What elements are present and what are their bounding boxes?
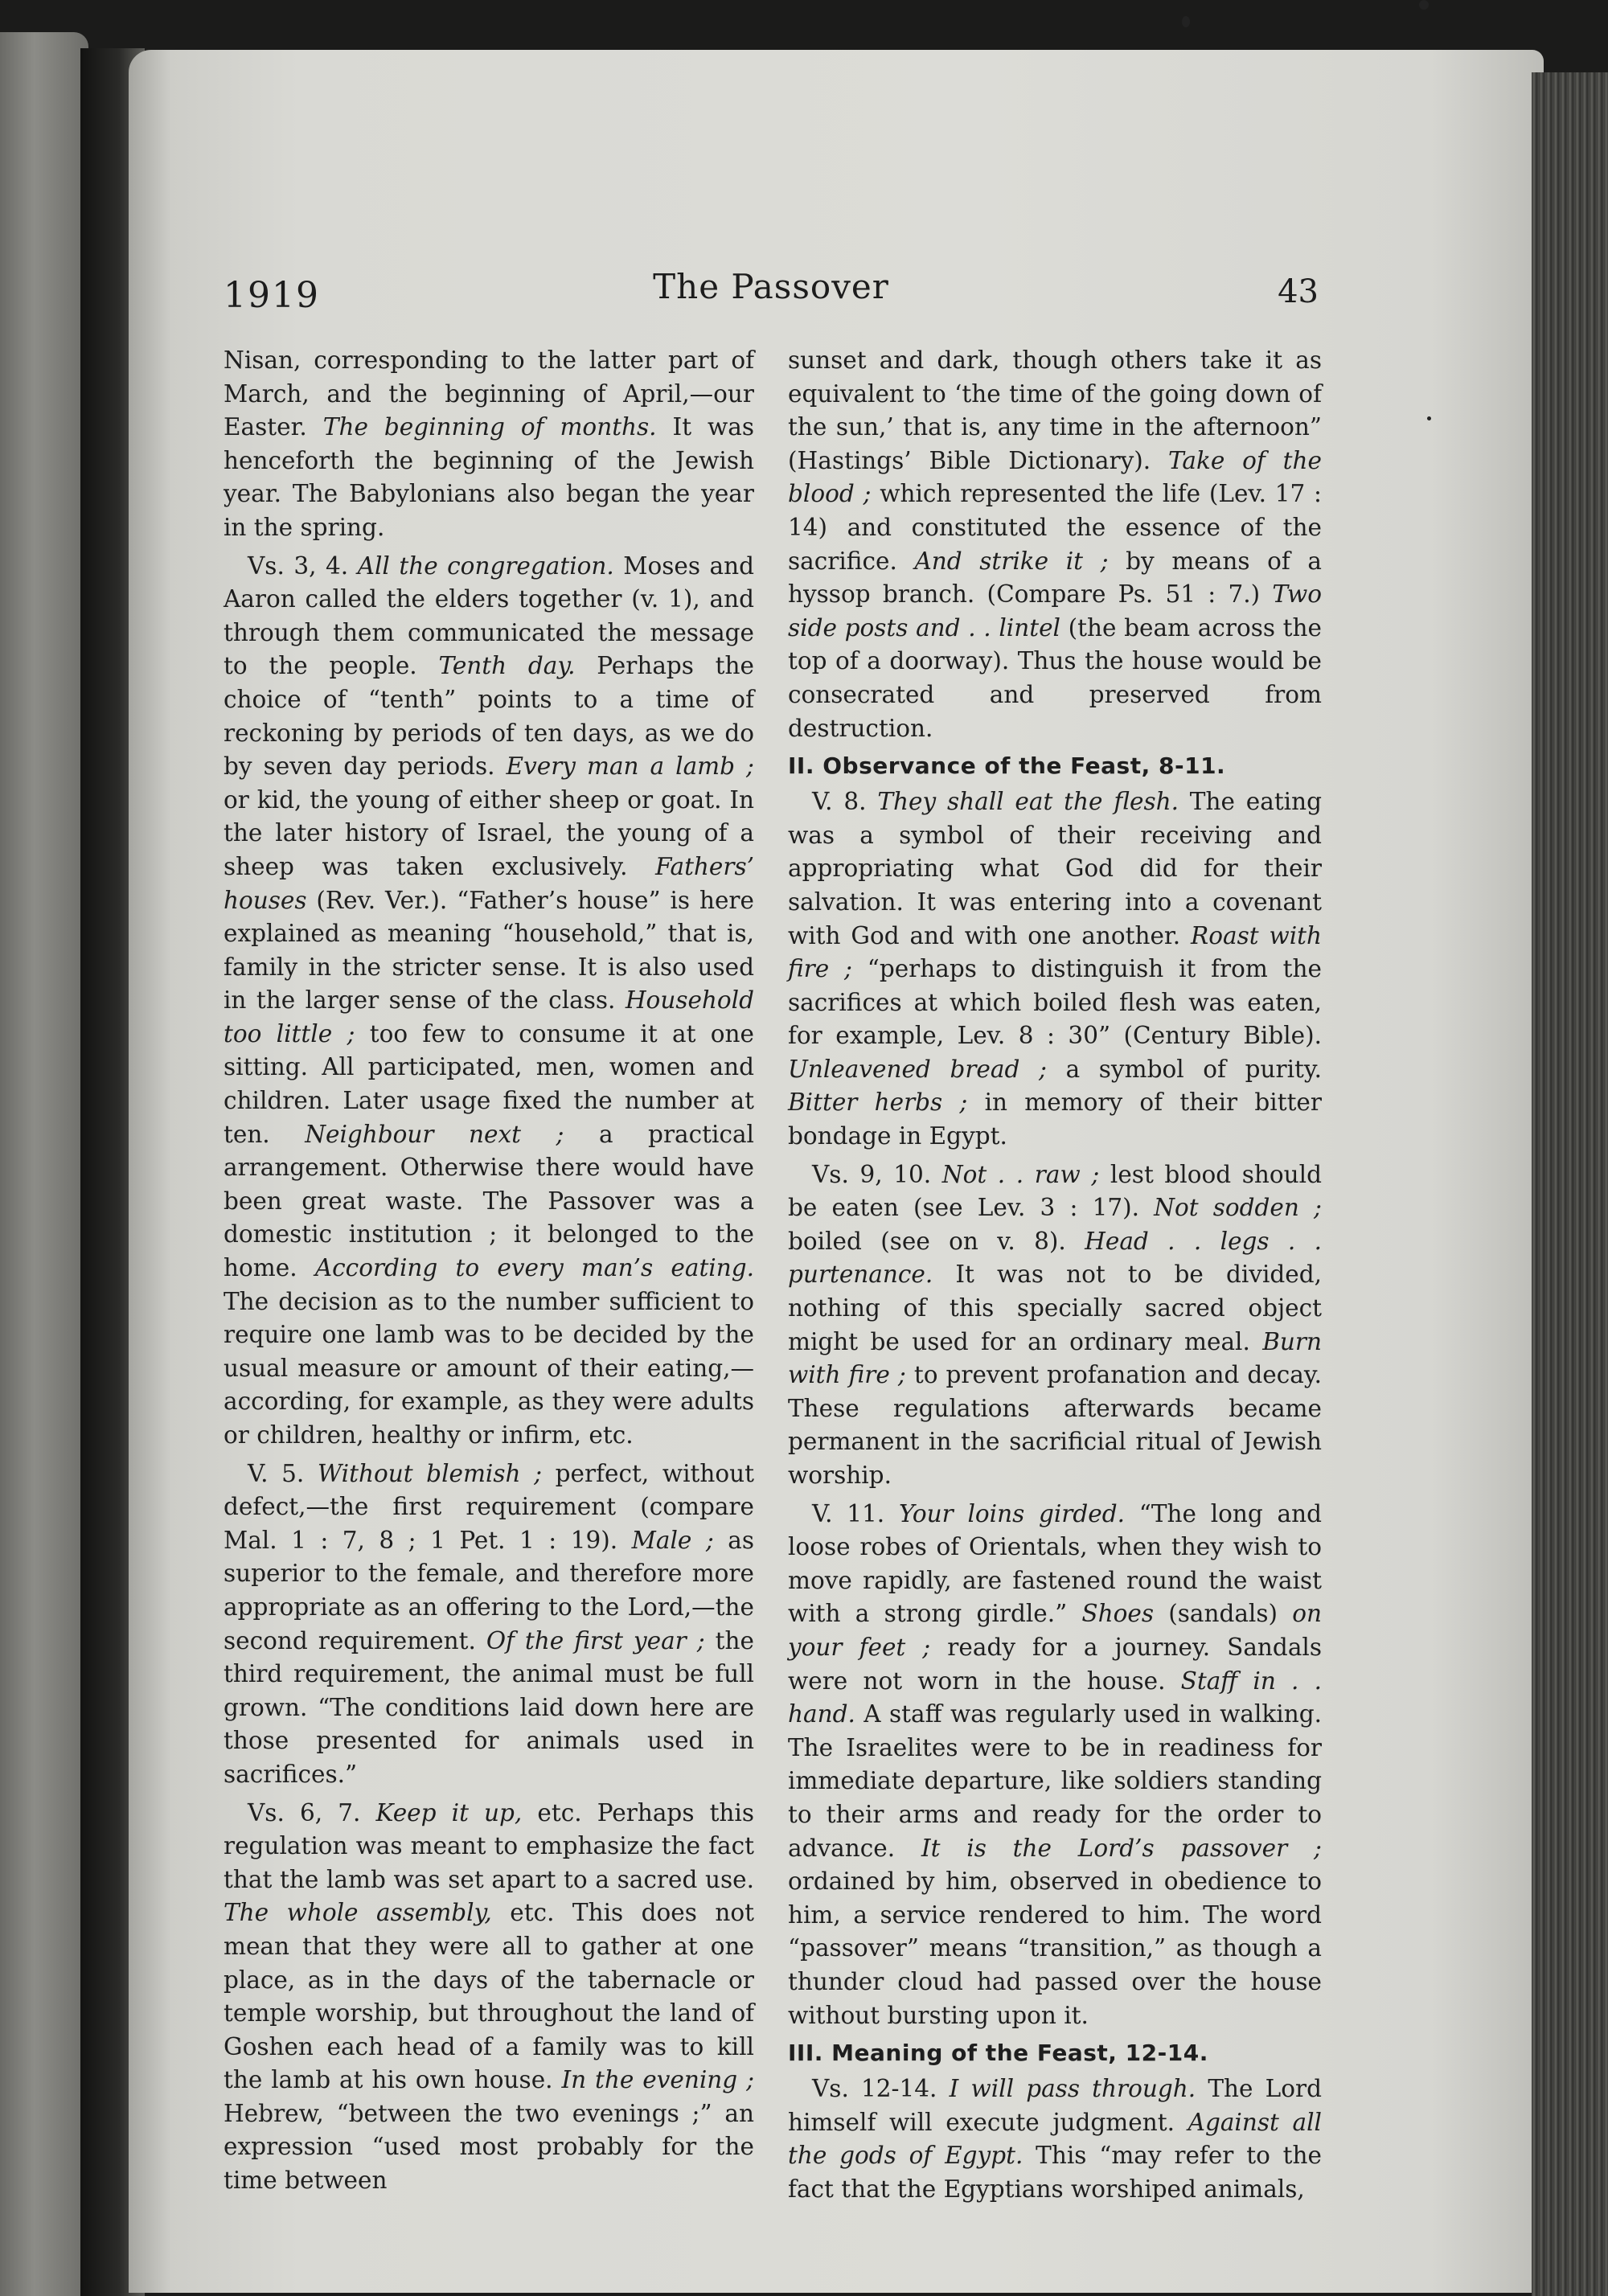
italic-phrase: Take of the blood ; [788,446,1322,508]
section-heading: II. Observance of the Feast, 8-11. [788,752,1226,780]
italic-phrase: Fathers’ houses [224,852,754,914]
page-block-edge [1532,72,1608,2296]
italic-phrase: Household too little ; [224,986,754,1048]
paragraph: sunset and dark, though others take it as equivalent to ‘the time of the going down of the sun,’ that is, any time in the afternoon” (Hastings’ Bible Dictionary). Take of the blood ; which represented the life (Lev. 17 : 14) and constituted the essence of the sacrifice. And strike it ; by means of a hyssop branch. (Compare Ps. 51 : 7.) Two side posts and . . lintel (the beam across the top of a doorway). Thus the house would be consecrated and preserved from destruction. [788,346,1322,742]
italic-phrase: And strike it ; [914,547,1109,575]
italic-phrase: Roast with fire ; [788,921,1322,983]
italic-phrase: Unleavened bread ; [788,1055,1047,1083]
paragraph: Vs. 6, 7. Keep it up, etc. Perhaps this regulation was meant to emphasize the fact that the lamb was set apart to a sacred use. The whole assembly, etc. This does not mean that they were all to gather at one place, as in the days of the tabernacle or temple worship, but throughout the land of Goshen each head of a family was to kill the lamb at his own house. In the evening ; Hebrew, “between the two evenings ;” an expression “used most probably for the time between [224,1798,755,2195]
paragraph: V. 11. Your loins girded. “The long and loose robes of Orientals, when they wish to move rapidly, are fastened round the waist with a strong girdle.” Shoes (sandals) on your feet ; ready for a journey. Sandals were not worn in the house. Staff in . . hand. A staff was regularly used in walking. The Israelites were to be in readiness for immediate departure, like soldiers standing to their arms and ready for the order to advance. It is the Lord’s passover ; ordained by him, observed in obedience to him, a service rendered to him. The word “passover” means “transition,” as though a thunder cloud had passed over the house without bursting upon it. [788,1499,1323,2029]
paragraph: Vs. 9, 10. Not . . raw ; lest blood should be eaten (see Lev. 3 : 17). Not sodden ; boiled (see on v. 8). Head . . legs . . purtenance. It was not to be divided, nothing of this specially sacred object might be used for an ordinary meal. Burn with fire ; to prevent profanation and decay. These regulations afterwards became permanent in the sacrificial ritual of Jewish worship. [788,1160,1323,1489]
running-head [224,267,1319,323]
page-number: 43 [1278,273,1319,310]
italic-phrase: All the congregation. [357,551,614,580]
italic-phrase: Your loins girded. [898,1499,1125,1527]
italic-phrase: Every man a lamb ; [506,752,754,781]
italic-phrase: on your feet ; [788,1600,1323,1661]
paragraph: Vs. 3, 4. All the congregation. Moses and Aaron called the elders together (v. 1), and through them communicated the message to the people. Tenth day. Perhaps the choice of “tenth” points to a time of reckoning by periods of ten days, as we do by seven day periods. Every man a lamb ; or kid, the young of either sheep or goat. In the later history of Israel, the young of a sheep was taken exclusively. Fathers’ houses (Rev. Ver.). “Father’s house” is here explained as meaning “household,” that is, family in the stricter sense. It is also used in the larger sense of the class. Household too little ; too few to consume it at one sitting. All participated, men, women and children. Later usage fixed the number at ten. Neighbour next ; a practical arrangement. Otherwise there would have been great waste. The Passover was a domestic institution ; it belonged to the home. According to every man’s eating. The decision as to the number sufficient to require one lamb was to be decided by the usual measure or amount of their eating,—according, for example, as they were adults or children, healthy or infirm, etc. [224,551,754,1449]
dust-speck [1419,0,1429,10]
italic-phrase: Bitter herbs ; [788,1089,968,1117]
running-head-title: The Passover [653,267,889,306]
italic-phrase: Shoes [1081,1600,1154,1628]
running-head-year: 1919 [224,275,320,316]
italic-phrase: Staff in . . hand. [788,1667,1322,1728]
italic-phrase: Not . . raw ; [941,1160,1100,1188]
italic-phrase: I will pass through. [949,2075,1196,2103]
section-heading: III. Meaning of the Feast, 12-14. [788,2040,1208,2067]
italic-phrase: Keep it up, [375,1798,523,1827]
left-text-column [224,344,754,2203]
italic-phrase: Two side posts and . . lintel [788,580,1322,642]
italic-phrase: Without blemish ; [317,1459,543,1487]
paragraph: Nisan, corresponding to the latter part of March, and the beginning of April,—our Easter. The beginning of months. It was henceforth the beginning of the Jewish year. The Babylonians also began the year in the spring. [224,346,754,541]
italic-phrase: According to every man’s eating. [314,1254,754,1282]
right-text-column [788,344,1322,2211]
italic-phrase: Male ; [631,1526,714,1554]
previous-page-edge [0,32,88,2296]
italic-phrase: It is the Lord’s passover ; [921,1834,1322,1862]
italic-phrase: Not sodden ; [1154,1194,1322,1222]
italic-phrase: Of the first year ; [486,1626,705,1654]
dust-speck [1182,16,1190,27]
italic-phrase: Burn with fire ; [788,1327,1322,1389]
paragraph: Vs. 12-14. I will pass through. The Lord himself will execute judgment. Against all the gods of Egypt. This “may refer to the fact that the Egyptians worshiped animals, [788,2075,1322,2203]
italic-phrase: Neighbour next ; [305,1120,564,1148]
italic-phrase: Tenth day. [438,652,576,680]
italic-phrase: The whole assembly, [224,1899,492,1927]
paragraph: V. 8. They shall eat the flesh. The eating was a symbol of their receiving and appropriating what God did for their salvation. It was entering into a covenant with God and with one another. Roast with fire ; “perhaps to distinguish it from the sacrifices at which boiled flesh was eaten, for example, Lev. 8 : 30” (Century Bible). Unleavened bread ; a symbol of purity. Bitter herbs ; in memory of their bitter bondage in Egypt. [788,788,1322,1150]
italic-phrase: The beginning of months. [322,413,657,441]
italic-phrase: Against all the gods of Egypt. [788,2108,1322,2170]
dust-speck [1427,416,1431,420]
paragraph: V. 5. Without blemish ; perfect, without defect,—the first requirement (compare Mal. 1 : 7, 8 ; 1 Pet. 1 : 19). Male ; as superior to the female, and therefore more appropriate as an offering to the Lord,—the second requirement. Of the first year ; the third requirement, the animal must be full grown. “The conditions laid down here are those presented for animals used in sacrifices.” [224,1459,754,1788]
italic-phrase: In the evening ; [561,2066,755,2094]
italic-phrase: They shall eat the flesh. [877,788,1179,816]
italic-phrase: Head . . legs . . purtenance. [788,1227,1323,1289]
